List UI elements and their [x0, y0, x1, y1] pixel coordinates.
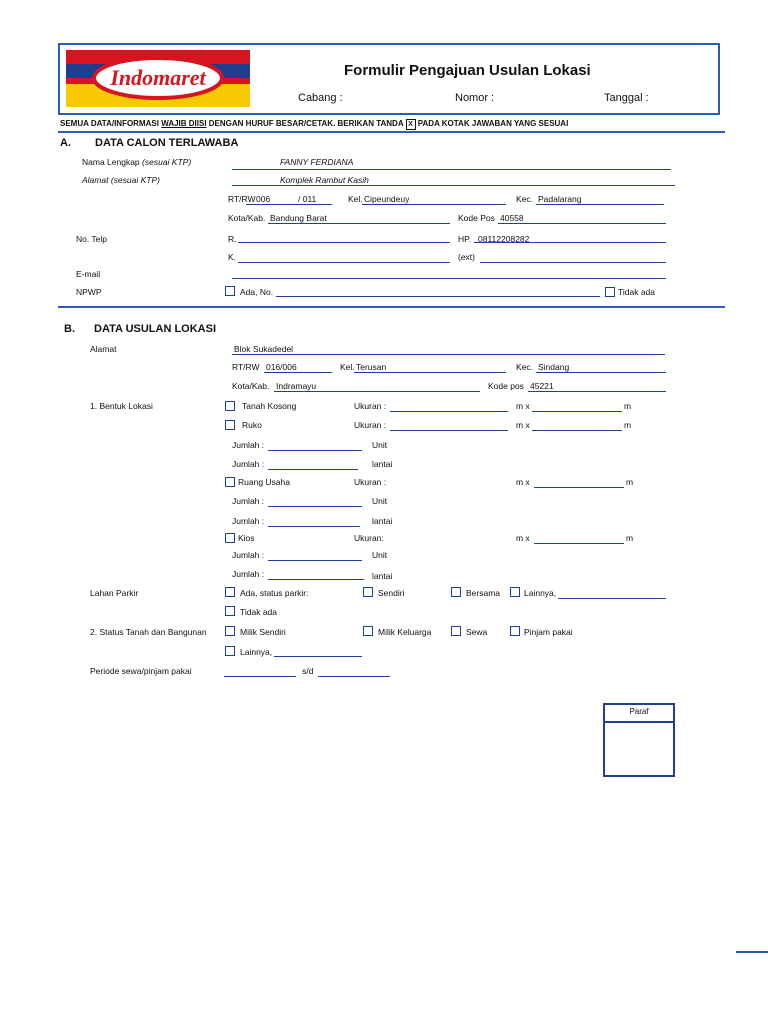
ukuran-kios-label: Ukuran:	[354, 533, 384, 543]
status-tanah-label: 2. Status Tanah dan Bangunan	[90, 627, 207, 637]
ext-field[interactable]	[480, 262, 666, 263]
alamat-b-field[interactable]	[232, 354, 665, 355]
m-kios-label: m	[626, 533, 634, 543]
parkir-tidakada-checkbox[interactable]	[225, 606, 235, 616]
tanah-kosong-checkbox[interactable]	[225, 401, 235, 411]
jumlah-ruang-lantai-field[interactable]	[268, 526, 360, 527]
ruko-checkbox[interactable]	[225, 420, 235, 430]
milik-keluarga-label: Milik Keluarga	[378, 627, 432, 637]
unit-kios-label: Unit	[372, 550, 388, 560]
npwp-tidakada-checkbox[interactable]	[605, 287, 615, 297]
alamat-b-value: Blok Sukadedel	[234, 344, 294, 354]
parkir-bersama-label: Bersama	[466, 588, 501, 598]
nama-field[interactable]	[232, 169, 671, 170]
ukuran-ruko-field[interactable]	[390, 430, 508, 431]
unit-ruko-label: Unit	[372, 440, 388, 450]
hp-field[interactable]	[474, 242, 666, 243]
rtrw-a-label: RT/RW	[228, 194, 256, 204]
ukuran-ruang-label: Ukuran :	[354, 477, 387, 487]
periode-start-field[interactable]	[224, 676, 296, 677]
npwp-tidakada-label: Tidak ada	[618, 287, 656, 297]
notice-part3: PADA KOTAK JAWABAN YANG SESUAI	[417, 119, 569, 128]
npwp-number-field[interactable]	[276, 296, 600, 297]
m-ruang-label: m	[626, 477, 634, 487]
jumlah-ruko-lantai-field[interactable]	[268, 469, 358, 470]
tanah-kosong-label: Tanah Kosong	[242, 401, 297, 411]
npwp-label: NPWP	[76, 287, 102, 297]
kel-a-label: Kel.	[348, 194, 363, 204]
jumlah-kios-lantai-label: Jumlah :	[232, 569, 265, 579]
m-tanah-label: m	[624, 401, 632, 411]
kota-b-field[interactable]	[274, 391, 480, 392]
telp-label: No. Telp	[76, 234, 108, 244]
paraf-label: Paraf	[605, 705, 673, 723]
kota-a-value: Bandung Barat	[270, 213, 327, 223]
mx-kios-field[interactable]	[534, 543, 624, 544]
ukuran-tanah-label: Ukuran :	[354, 401, 387, 411]
sd-label: s/d	[302, 666, 314, 676]
milik-sendiri-checkbox[interactable]	[225, 626, 235, 636]
kodepos-a-value: 40558	[500, 213, 524, 223]
r-label: R.	[228, 234, 237, 244]
mx-kios-label: m x	[516, 533, 530, 543]
jumlah-ruang-lantai-label: Jumlah :	[232, 516, 265, 526]
email-field[interactable]	[232, 278, 666, 279]
nama-value: FANNY FERDIANA	[280, 157, 354, 167]
kota-b-value: Indramayu	[276, 381, 317, 391]
kios-label: Kios	[238, 533, 255, 543]
parkir-lainnya-checkbox[interactable]	[510, 587, 520, 597]
jumlah-kios-unit-field[interactable]	[268, 560, 362, 561]
kec-b-label: Kec.	[516, 362, 534, 372]
unit-ruang-label: Unit	[372, 496, 388, 506]
kodepos-b-value: 45221	[530, 381, 554, 391]
parkir-lainnya-field[interactable]	[558, 598, 666, 599]
parkir-sendiri-checkbox[interactable]	[363, 587, 373, 597]
alamat-ktp-label: Alamat (sesuai KTP)	[82, 175, 160, 185]
lahan-parkir-label: Lahan Parkir	[90, 588, 139, 598]
email-label: E-mail	[76, 269, 101, 279]
nama-note: (sesuai KTP)	[142, 157, 192, 167]
kec-a-field[interactable]	[536, 204, 664, 205]
milik-sendiri-label: Milik Sendiri	[240, 627, 286, 637]
kec-a-label: Kec.	[516, 194, 534, 204]
sewa-checkbox[interactable]	[451, 626, 461, 636]
telp-k-field[interactable]	[238, 262, 450, 263]
sewa-label: Sewa	[466, 627, 488, 637]
kodepos-a-field[interactable]	[498, 223, 666, 224]
jumlah-ruang-unit-field[interactable]	[268, 506, 362, 507]
kios-checkbox[interactable]	[225, 533, 235, 543]
kota-a-label: Kota/Kab.	[228, 213, 266, 223]
rw-a-value: / 011	[298, 194, 317, 204]
jumlah-kios-unit-label: Jumlah :	[232, 550, 265, 560]
jumlah-ruang-unit-label: Jumlah :	[232, 496, 265, 506]
rtrw-b-label: RT/RW	[232, 362, 260, 372]
section-b-title: DATA USULAN LOKASI	[94, 323, 217, 335]
alamat-b-label: Alamat	[90, 344, 117, 354]
status-lainnya-label: Lainnya,	[240, 647, 273, 657]
kodepos-b-field[interactable]	[528, 391, 666, 392]
paraf-box[interactable]	[603, 703, 675, 777]
mx-tanah-label: m x	[516, 401, 530, 411]
section-b-number: B.	[64, 323, 75, 335]
parkir-lainnya-label: Lainnya,	[524, 588, 557, 598]
npwp-ada-checkbox[interactable]	[225, 286, 235, 296]
section-a-number: A.	[60, 137, 71, 149]
nomor-label: Nomor :	[455, 92, 495, 104]
status-lainnya-checkbox[interactable]	[225, 646, 235, 656]
pinjam-pakai-label: Pinjam pakai	[524, 627, 573, 637]
form-title: Formulir Pengajuan Usulan Lokasi	[344, 62, 591, 79]
parkir-bersama-checkbox[interactable]	[451, 587, 461, 597]
mx-tanah-field[interactable]	[532, 411, 622, 412]
jumlah-ruko-unit-field[interactable]	[268, 450, 362, 451]
ukuran-tanah-field[interactable]	[390, 411, 508, 412]
parkir-sendiri-label: Sendiri	[378, 588, 405, 598]
section-a-title: DATA CALON TERLAWABA	[95, 137, 239, 149]
mx-ruang-field[interactable]	[534, 487, 624, 488]
kel-b-value: Terusan	[356, 362, 387, 372]
rtrw-b-field[interactable]	[264, 372, 332, 373]
kota-b-label: Kota/Kab.	[232, 381, 270, 391]
notice-divider	[58, 131, 725, 133]
cabang-label: Cabang :	[298, 92, 343, 104]
parkir-tidakada-label: Tidak ada	[240, 607, 278, 617]
mx-ruko-field[interactable]	[532, 430, 622, 431]
notice-part1: SEMUA DATA/INFORMASI	[60, 119, 159, 128]
page-corner-line	[736, 951, 768, 953]
notice-mark-box: X	[406, 119, 416, 130]
parkir-ada-label: Ada, status parkir:	[240, 588, 309, 598]
rtrw-a-field[interactable]	[246, 204, 332, 205]
kodepos-a-label: Kode Pos	[458, 213, 495, 223]
lantai-ruang-label: lantai	[372, 516, 393, 526]
kel-a-value: Cipeundeuy	[364, 194, 410, 204]
ruang-usaha-checkbox[interactable]	[225, 477, 235, 487]
jumlah-ruko-lantai-label: Jumlah :	[232, 459, 265, 469]
hp-label: HP.	[458, 234, 472, 244]
milik-keluarga-checkbox[interactable]	[363, 626, 373, 636]
alamat-ktp-field[interactable]	[232, 185, 675, 186]
kel-a-field[interactable]	[362, 204, 506, 205]
logo-text: Indomaret	[110, 65, 206, 90]
rtrw-b-value: 016/006	[266, 362, 297, 372]
ruko-label: Ruko	[242, 420, 262, 430]
parkir-ada-checkbox[interactable]	[225, 587, 235, 597]
kodepos-b-label: Kode pos	[488, 381, 524, 391]
ukuran-ruko-label: Ukuran :	[354, 420, 387, 430]
tanggal-label: Tanggal :	[604, 92, 649, 104]
nama-label: Nama Lengkap	[82, 157, 140, 167]
k-label: K.	[228, 252, 237, 262]
m-ruko-label: m	[624, 420, 632, 430]
lantai-kios-label: lantai	[372, 571, 393, 581]
ruang-usaha-label: Ruang Usaha	[238, 477, 290, 487]
kec-b-value: Sindang	[538, 362, 570, 372]
kec-a-value: Padalarang	[538, 194, 582, 204]
rt-a-value: 006	[256, 194, 271, 204]
mx-ruang-label: m x	[516, 477, 530, 487]
pinjam-pakai-checkbox[interactable]	[510, 626, 520, 636]
telp-r-field[interactable]	[238, 242, 450, 243]
mx-ruko-label: m x	[516, 420, 530, 430]
kec-b-field[interactable]	[536, 372, 666, 373]
notice-emphasis: WAJIB DIISI	[161, 119, 207, 128]
ada-no-label: Ada, No.	[240, 287, 274, 297]
kel-b-label: Kel.	[340, 362, 355, 372]
status-lainnya-field[interactable]	[274, 656, 362, 657]
section-a-divider	[58, 306, 725, 308]
alamat-ktp-value: Komplek Rambut Kasih	[280, 175, 369, 185]
bentuk-lokasi-label: 1. Bentuk Lokasi	[90, 401, 153, 411]
hp-value: 08112208282	[478, 234, 530, 244]
jumlah-kios-lantai-field[interactable]	[268, 579, 364, 580]
ext-label: (ext)	[458, 252, 475, 262]
lantai-ruko-label: lantai	[372, 459, 393, 469]
jumlah-ruko-unit-label: Jumlah :	[232, 440, 265, 450]
notice-text	[60, 119, 568, 130]
nama-label-group	[82, 157, 191, 167]
indomaret-logo	[66, 50, 250, 107]
periode-end-field[interactable]	[318, 676, 390, 677]
periode-label: Periode sewa/pinjam pakai	[90, 666, 192, 676]
notice-part2: DENGAN HURUF BESAR/CETAK. BERIKAN TANDA	[208, 119, 404, 128]
kota-a-field[interactable]	[268, 223, 450, 224]
kel-b-field[interactable]	[354, 372, 506, 373]
